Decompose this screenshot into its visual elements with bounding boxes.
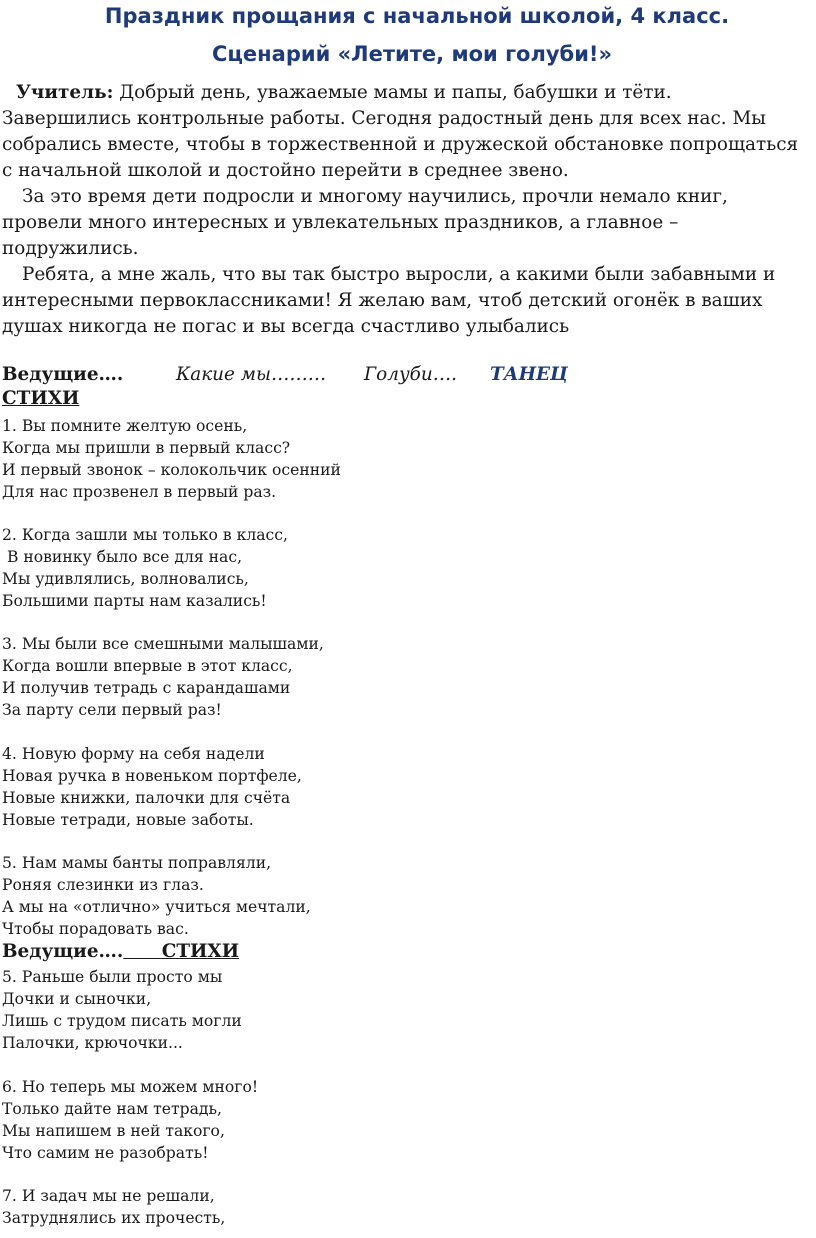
teacher-paragraph-2 bbox=[2, 184, 814, 262]
document-subtitle: Сценарий «Летите, мои голуби!» bbox=[211, 42, 613, 66]
teacher-line: Завершились контрольные работы. Сегодня радостный день для всех нас. Мы bbox=[2, 108, 766, 129]
poem-line: За парту сели первый раз! bbox=[2, 701, 222, 719]
teacher-line: интересными первоклассниками! Я желаю вам, чтоб детский огонёк в ваших bbox=[2, 290, 763, 311]
poem-line: Большими парты нам казались! bbox=[2, 592, 267, 610]
poem-line: Палочки, крючочки... bbox=[2, 1034, 183, 1052]
teacher-paragraph-1 bbox=[2, 80, 814, 184]
poem-line: Дочки и сыночки, bbox=[2, 990, 152, 1008]
teacher-label: Учитель: bbox=[16, 82, 114, 103]
teacher-line: За это время дети подросли и многому научились, прочли немало книг, bbox=[22, 186, 728, 207]
program-item: Голуби…. bbox=[364, 364, 457, 385]
poem-line: 6. Но теперь мы можем много! bbox=[2, 1078, 259, 1096]
poem-line: Затруднялись их прочесть, bbox=[2, 1209, 226, 1227]
teacher-line: подружились. bbox=[2, 238, 139, 259]
poem-line: 5. Нам мамы банты поправляли, bbox=[2, 854, 272, 872]
teacher-line: Учитель: Добрый день, уважаемые мамы и папы, бабушки и тёти. bbox=[16, 82, 672, 103]
teacher-line: душах никогда не погас и вы всегда счастливо улыбались bbox=[2, 316, 570, 337]
poem-line: В новинку было все для нас, bbox=[2, 548, 243, 566]
document-title: Праздник прощания с начальной школой, 4 класс. bbox=[104, 4, 730, 28]
poem-line: Мы удивлялись, волновались, bbox=[2, 570, 249, 588]
poem-stanza-3 bbox=[2, 633, 324, 721]
poem-line: Чтобы порадовать вас. bbox=[2, 920, 189, 938]
poem-line: Мы напишем в ней такого, bbox=[2, 1122, 225, 1140]
poem-line: Лишь с трудом писать могли bbox=[2, 1012, 242, 1030]
poem-line: Только дайте нам тетрадь, bbox=[2, 1100, 222, 1118]
poem-line: Роняя слезинки из глаз. bbox=[2, 876, 204, 894]
poem-line: 2. Когда зашли мы только в класс, bbox=[2, 526, 288, 544]
teacher-line: Ребята, а мне жаль, что вы так быстро выросли, а какими были забавными и bbox=[22, 264, 776, 285]
verses-heading: СТИХИ bbox=[2, 388, 80, 409]
leads-verses-label: СТИХИ bbox=[161, 941, 240, 962]
poem-stanza-2 bbox=[2, 524, 288, 612]
poem-line: И получив тетрадь с карандашами bbox=[2, 679, 291, 697]
poem-stanza-1 bbox=[2, 415, 341, 503]
teacher-line: провели много интересных и увлекательных праздников, а главное – bbox=[2, 212, 679, 233]
poem-stanza-8 bbox=[2, 1185, 225, 1229]
poem-stanza-6 bbox=[2, 966, 242, 1054]
poem-stanza-5 bbox=[2, 852, 311, 940]
poem-stanza-4 bbox=[2, 743, 302, 831]
poem-line: И первый звонок – колокольчик осенний bbox=[2, 461, 341, 479]
poem-line: Новая ручка в новеньком портфеле, bbox=[2, 767, 302, 785]
poem-line: 7. И задач мы не решали, bbox=[2, 1187, 215, 1205]
poem-line: 4. Новую форму на себя надели bbox=[2, 745, 265, 763]
poem-line: 1. Вы помните желтую осень, bbox=[2, 417, 248, 435]
program-item: Какие мы……… bbox=[176, 364, 327, 385]
poem-line: Новые книжки, палочки для счёта bbox=[2, 789, 291, 807]
poem-line: Новые тетради, новые заботы. bbox=[2, 811, 254, 829]
poem-line: 3. Мы были все смешными малышами, bbox=[2, 635, 324, 653]
poem-line: Для нас прозвенел в первый раз. bbox=[2, 483, 277, 501]
program-leads: Ведущие…. bbox=[2, 364, 124, 385]
teacher-line: собрались вместе, чтобы в торжественной и дружеской обстановке попрощаться bbox=[2, 134, 799, 155]
teacher-paragraph-3 bbox=[2, 262, 814, 340]
poem-stanza-7 bbox=[2, 1076, 258, 1164]
poem-line: А мы на «отлично» учиться мечтали, bbox=[2, 898, 311, 916]
poem-line: 5. Раньше были просто мы bbox=[2, 968, 223, 986]
poem-line: Когда мы пришли в первый класс? bbox=[2, 439, 291, 457]
leads-verses-row bbox=[2, 941, 239, 962]
poem-line: Когда вошли впервые в этот класс, bbox=[2, 657, 293, 675]
program-item-dance: ТАНЕЦ bbox=[490, 364, 568, 385]
leads-gap bbox=[123, 941, 161, 962]
leads-label: Ведущие…. bbox=[2, 941, 124, 962]
poem-line: Что самим не разобрать! bbox=[2, 1144, 209, 1162]
teacher-line: с начальной школой и достойно перейти в среднее звено. bbox=[2, 160, 569, 181]
